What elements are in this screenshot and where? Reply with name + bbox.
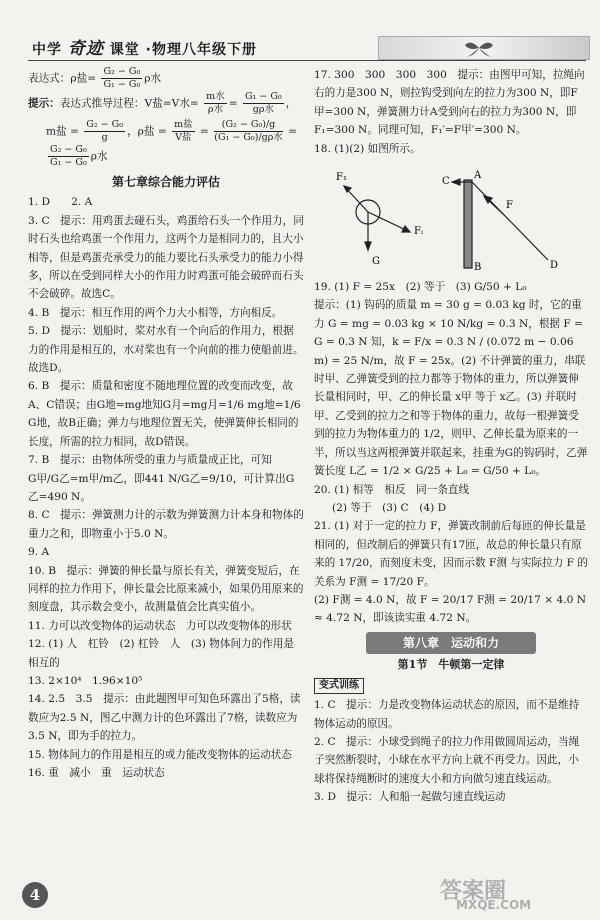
answer-19-tip: 提示：(1) 钩码的质量 m = 30 g = 0.03 kg 时，它的重力 G = mg = 0.03 kg × 10 N/kg = 0.3 N，根据 F = G = 0.3 N 知，k = F/x = 0.3 N / (0.072 m − 0.06 m) = 25 N/m，故 F = 25x。(2) 不计弹簧的重力，串联时甲、乙弹簧受到的拉力都等于物体的重力，所以弹簧伸长量相同时，甲、乙的伸长量 x甲 等于 x乙。(3) 并联时甲、乙受到的拉力之和等于物体的重力，故每一根弹簧受到的拉力为物体重力的 1/2，则甲、乙伸长量为原来的一半，所以当这两根弹簧并联起来，挂重为G的钩码时，乙弹簧长度 L乙 = 1/2 × G/25 + L₀ = G/50 + L₀。	[314, 299, 588, 478]
left-column	[28, 66, 304, 782]
answer-10: 10. B 提示：弹簧的伸长量与原长有关，弹簧变短后，在同样的拉力作用下，伸长量会比原来减小，如果仍用原来的刻度盘，其示数会变小，故测量值会比真实值小。	[28, 564, 304, 614]
label-c: C	[442, 176, 450, 188]
header-school: 中学	[32, 42, 62, 58]
answer-21-cont: (2) F测 = 4.0 N，故 F = 20/17 F测 = 20/17 × 4.0 N ≈ 4.72 N，即该读实重 4.72 N。	[314, 593, 587, 625]
header-class: 课堂	[109, 42, 140, 58]
right-column	[314, 66, 588, 807]
answer-14: 14. 2.5 3.5 提示：由此题图甲可知色环露出了5格，读数应为2.5 N，图乙中测力计的色环露出了7格，读数应为3.5 N，即为手的拉力。	[28, 693, 301, 743]
answer-19: 19. (1) F = 25x (2) 等于 (3) G/50 + L₀	[314, 281, 527, 294]
label-d: D	[550, 260, 559, 272]
answer-6: 6. B 提示：质量和密度不随地理位置的改变而改变，故A、C错误；由G地=mg地知G月=mg月=1/6 mg地=1/6 G地，故B正确；弹力与地理位置无关，使弹簧伸长相同的长度，所需的拉力相同，故D错误。	[28, 380, 301, 448]
fraction-volume: $\frac{\text{m水}}{\text{ρ水}}$	[206, 91, 225, 115]
watermark-logo: 答案圈	[440, 879, 507, 904]
tip-text-2: =V	[162, 97, 180, 110]
answer-1: 1. D 2. A	[28, 196, 93, 209]
answer-15: 15. 物体间力的作用是相互的或力能改变物体的运动状态	[28, 748, 292, 761]
header-banner	[378, 36, 590, 60]
answer-20: 20. (1) 相等 相反 同一条直线	[314, 483, 470, 496]
answer-12: 12. (1) 人 杠铃 (2) 杠铃 人 (3) 物体间力的作用是相互的	[28, 638, 295, 669]
fraction-volume-2: $\frac{\text{G₁ − G₀}}{\text{gρ水}}$	[244, 91, 282, 115]
mass-formula: m盐 = $\frac{\text{G₂ − G₀}}{g}$ ，ρ盐 = $\frac{\text{m盐}}{\text{V盐}}$ = $\frac{\text{(G₂ − G₀)/g}}{\text{(G₁ − G₀)/gρ水}}$ = $\frac{\text{G₂ − G₀}}{\text{G₁ − G₀}}$ ρ水	[46, 119, 298, 168]
equals-sign: =	[87, 72, 97, 85]
practice-answer-3: 3. D 提示：人和船一起做匀速直线运动	[314, 791, 506, 804]
answer-20-cont: (2) 等于 (3) C (4) D	[332, 501, 447, 514]
answer-21: 21. (1) 对于一定的拉力 F，弹簧改制前后每匝的伸长量是相同的，但改制后的弹簧只有17匝，故总的伸长量只有原来的 17/20，而刻度未变，因而示数 F测 与实际拉力 F 的关系为 F测 = 17/20 F。	[314, 520, 588, 588]
fraction-density: $\frac{\text{G₂ − G₀}}{\text{G₁ − G₀}}$	[103, 66, 141, 90]
answer-3: 3. C 提示：用鸡蛋去碰石头，鸡蛋给石头一个作用力，同时石头也给鸡蛋一个作用力，这两个力是相同力的，且大小相等，但是鸡蛋壳承受力的能力要比石头承受力的能力小得多，所以在受到同样大小的作用力时鸡蛋可能会破碎而石头不会破碎。故选C。	[28, 214, 304, 301]
answer-4: 4. B 提示：相互作用的两个力大小相等，方向相反。	[28, 306, 283, 319]
header-rule	[28, 60, 586, 61]
section1-title: 第1节 牛顿第一定律	[397, 657, 505, 671]
answer-7-cont: G甲/G乙=m甲/m乙，即441 N/G乙=9/10，可计算出G乙=490 N。	[28, 472, 295, 503]
page-number: 4	[22, 882, 48, 908]
answer-8: 8. C 提示：弹簧测力计的示数为弹簧测力计本身和物体的重力之和，即物重小于5.0 N。	[28, 509, 304, 540]
practice-answer-1: 1. C 提示：力是改变物体运动状态的原因，而不是维持物体运动的原因。	[314, 699, 580, 730]
label-f1: F₁	[336, 172, 347, 184]
force-diagram	[314, 160, 588, 276]
derivation-tip: 提示：表达式推导过程：V盐=V水= $\frac{\text{m水}}{\text{ρ水}}$ = $\frac{\text{G₁ − G₀}}{\text{gρ水}}$ ，	[28, 91, 297, 115]
header-subject: ·物理八年级下册	[145, 42, 257, 58]
practice-answer-2: 2. C 提示：小球受到绳子的拉力作用做圆周运动，当绳子突然断裂时，小球在水平方向上就不再受力。因此，小球将保持绳断时的速度大小和方向做匀速直线运动。	[314, 735, 580, 785]
header-title	[32, 34, 257, 59]
page-header	[0, 0, 600, 64]
answer-13: 13. 2×10⁴ 1.96×10⁵	[28, 674, 143, 687]
tip-text-3: =	[189, 97, 199, 110]
answer-17: 17. 300 300 300 300 提示：由图甲可知，拉绳向右的力是300 N，则拉钩受到向左的拉力为300 N，即F甲=300 N，弹簧测力计A受到向右的拉力为300 N，即F₁=300 N。同理可知，F₁′=F甲′=300 N。	[314, 69, 585, 137]
wall-pole-diagram	[452, 179, 548, 268]
answer-5: 5. D 提示：划船时，桨对水有一个向后的作用力，根据力的作用是相互的，水对桨也有一个向前的推力使船前进。故选D。	[28, 325, 304, 375]
force-diagram-figure	[314, 160, 588, 276]
tip-text: 表达式推导过程：V	[59, 97, 153, 110]
answer-11: 11. 力可以改变物体的运动状态 力可以改变物体的形状	[28, 619, 292, 632]
chapter8-banner: 第八章 运动和力	[366, 632, 536, 654]
watermark-url: MXQE.COM	[456, 898, 532, 912]
label-b: B	[474, 262, 482, 274]
chapter7-title: 第七章综合能力评估	[111, 175, 220, 189]
label-a: A	[474, 170, 482, 182]
answer-7: 7. B 提示：由物体所受的重力与质量成正比，可知	[28, 454, 272, 467]
butterfly-icon	[379, 37, 589, 59]
answer-16: 16. 重 减小 重 运动状态	[28, 767, 165, 779]
label-fi: Fᵢ	[414, 226, 423, 238]
tip-label: 提示：	[28, 97, 60, 110]
ball-force-diagram	[344, 186, 410, 250]
expression-label: 表达式：ρ	[28, 72, 77, 85]
label-g: G	[372, 256, 380, 268]
label-f: F	[506, 200, 513, 212]
header-brand: 奇迹	[67, 39, 104, 59]
expression-line: 表达式：ρ盐= $\frac{\text{G₂ − G₀}}{\text{G₁ − G₀}}$ ρ水	[28, 66, 162, 90]
answer-18: 18. (1)(2) 如图所示。	[314, 142, 421, 155]
practice-box-label: 变式训练	[314, 678, 364, 694]
answer-9: 9. A	[28, 546, 50, 559]
